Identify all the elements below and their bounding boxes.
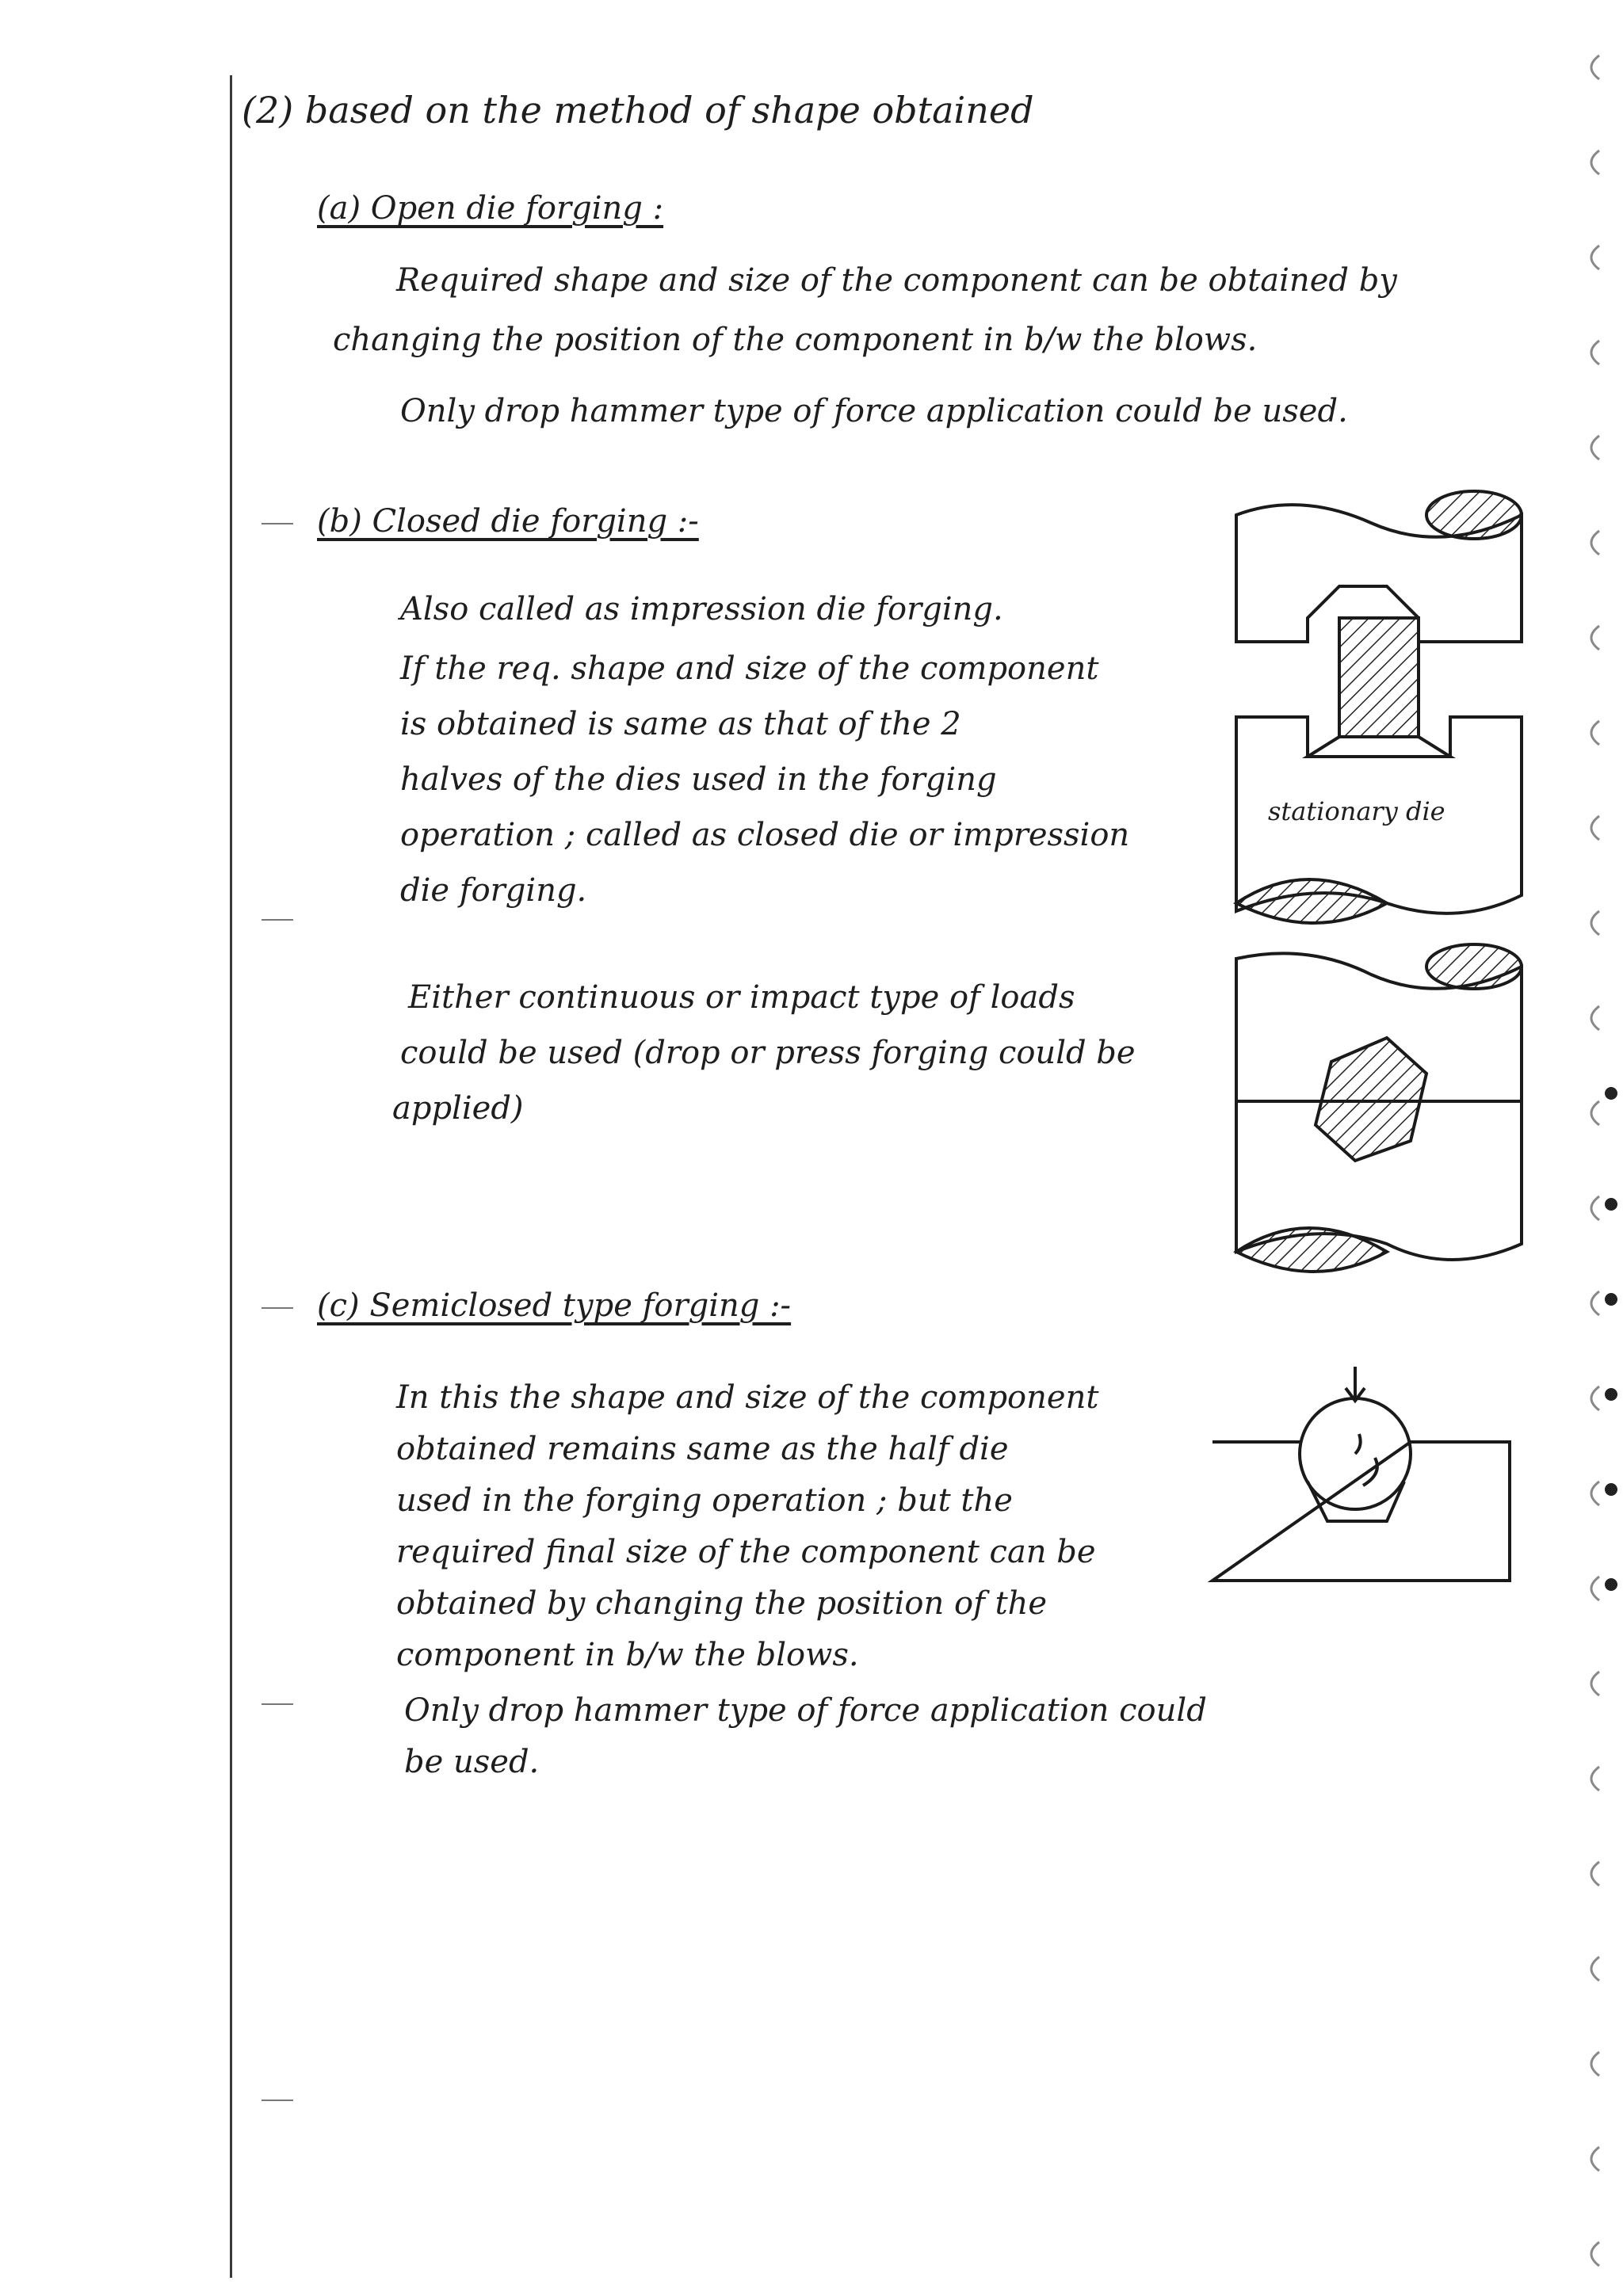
stationary-die-label: stationary die bbox=[1268, 796, 1445, 826]
closed-die-text: operation ; called as closed die or impression bbox=[400, 817, 1130, 853]
page-heading: (2) based on the method of shape obtained bbox=[242, 89, 1034, 132]
margin-line bbox=[230, 75, 232, 2278]
closed-die-text: If the req. shape and size of the component bbox=[400, 650, 1099, 687]
semiclosed-text: required final size of the component can be bbox=[396, 1534, 1096, 1570]
closed-die-load-text: applied) bbox=[392, 1090, 524, 1127]
closed-die-text: Also called as impression die forging. bbox=[400, 591, 1003, 627]
closed-die-load-text: could be used (drop or press forging could be bbox=[400, 1035, 1136, 1071]
closed-die-text: die forging. bbox=[400, 872, 587, 909]
open-die-text: changing the position of the component in b/w the blows. bbox=[333, 322, 1258, 358]
open-die-title: (a) Open die forging : bbox=[317, 190, 664, 227]
semiclosed-text: component in b/w the blows. bbox=[396, 1637, 859, 1673]
closed-die-text: halves of the dies used in the forging bbox=[400, 761, 997, 798]
margin-tick bbox=[262, 523, 293, 524]
semiclosed-text: used in the forging operation ; but the bbox=[396, 1482, 1013, 1519]
semiclosed-note: be used. bbox=[404, 1744, 540, 1780]
binder-holes bbox=[1568, 0, 1623, 2296]
semiclosed-note: Only drop hammer type of force application could bbox=[404, 1692, 1207, 1729]
closed-die-diagram bbox=[1220, 483, 1529, 927]
semiclosed-title: (c) Semiclosed type forging :- bbox=[317, 1287, 792, 1324]
closed-die-title: (b) Closed die forging :- bbox=[317, 503, 699, 540]
semiclosed-text: obtained remains same as the half die bbox=[396, 1431, 1009, 1467]
closed-die-hexagon-diagram bbox=[1220, 943, 1529, 1276]
semiclosed-die-diagram bbox=[1197, 1363, 1529, 1600]
open-die-text: Required shape and size of the component can be obtained by bbox=[396, 262, 1397, 299]
closed-die-load-text: Either continuous or impact type of loads bbox=[408, 979, 1075, 1016]
closed-die-text: is obtained is same as that of the 2 bbox=[400, 706, 961, 742]
margin-tick bbox=[262, 919, 293, 921]
semiclosed-text: obtained by changing the position of the bbox=[396, 1585, 1048, 1622]
margin-tick bbox=[262, 1307, 293, 1309]
open-die-note: Only drop hammer type of force application could be used. bbox=[400, 393, 1348, 429]
margin-tick bbox=[262, 1703, 293, 1705]
semiclosed-text: In this the shape and size of the component bbox=[396, 1379, 1099, 1416]
margin-tick bbox=[262, 2100, 293, 2101]
